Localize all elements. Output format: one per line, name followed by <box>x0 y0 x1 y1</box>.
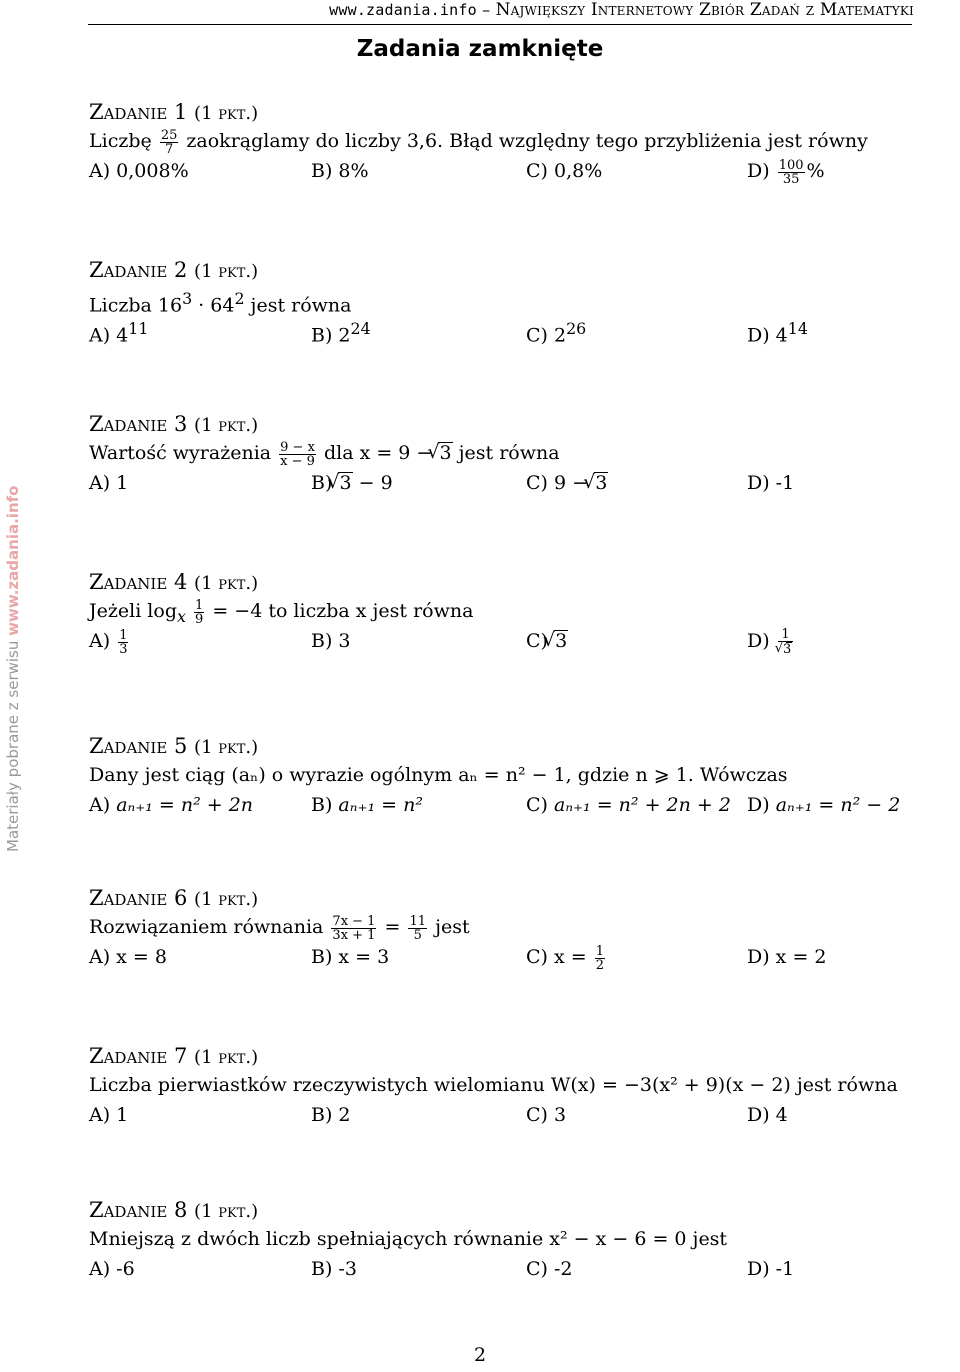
option-d: D) -1 <box>747 1258 795 1280</box>
option-a: A) 1 <box>89 1104 129 1126</box>
option-a: A) 0,008% <box>89 160 189 182</box>
task-question: Rozwiązaniem równania $\frac{7x - 1}{3x + 1}$ = $\frac{11}{5}$ jest <box>89 913 470 943</box>
option-d: D) 4 <box>747 1104 788 1126</box>
task-title: Zadanie 7 (1 pkt.) <box>89 1044 259 1068</box>
task-question: Wartość wyrażenia $\frac{9 - x}{x - 9}$ dla x = 9 − √ 3 jest równa <box>89 438 929 468</box>
fraction: $\frac{9 - x}{x - 9}$ <box>280 439 315 469</box>
fraction: $\frac{7x - 1}{3x + 1}$ <box>332 913 376 943</box>
option-b: B) 3 <box>311 630 351 652</box>
option-b: B) √ 3 − 9 <box>311 468 393 498</box>
option-b: B) -3 <box>311 1258 357 1280</box>
option-c: C) √ 3 <box>526 626 568 656</box>
option-c: C) $2^{26}$ <box>526 319 587 347</box>
task-options <box>89 626 929 656</box>
option-b: B) 2 <box>311 1104 351 1126</box>
task-options <box>89 314 929 347</box>
header-title: Największy Internetowy Zbiór Zadań z Matematyki <box>495 0 914 20</box>
task-options <box>89 942 929 972</box>
option-a: A) aₙ₊₁ = n² + 2n <box>89 794 254 816</box>
page-header <box>329 0 914 22</box>
option-c: C) x = $\frac{1}{2}$ <box>526 943 604 973</box>
task-3 <box>89 412 929 498</box>
fraction: $\frac{1}{9}$ <box>194 597 204 627</box>
task-options <box>89 468 929 498</box>
task-title: Zadanie 8 (1 pkt.) <box>89 1198 259 1222</box>
option-b: B) aₙ₊₁ = n² <box>311 794 423 816</box>
task-2 <box>89 258 929 347</box>
option-a: A) -6 <box>89 1258 135 1280</box>
side-prefix: Materiały pobrane z serwisu <box>4 635 22 852</box>
option-a: A) 1 <box>89 472 129 494</box>
task-title: Zadanie 3 (1 pkt.) <box>89 412 259 436</box>
side-watermark <box>4 485 28 852</box>
task-options <box>89 156 929 186</box>
task-options <box>89 790 929 820</box>
task-7 <box>89 1044 929 1130</box>
task-title: Zadanie 1 (1 pkt.) <box>89 100 259 124</box>
task-title: Zadanie 6 (1 pkt.) <box>89 886 259 910</box>
option-b: B) 8% <box>311 160 369 182</box>
option-d: D) x = 2 <box>747 946 827 968</box>
option-d: D) 1 √ 3 <box>747 626 795 656</box>
task-8 <box>89 1198 929 1284</box>
task-question: Liczba pierwiastków rzeczywistych wielomianu W(x) = −3(x² + 9)(x − 2) jest równa <box>89 1074 898 1096</box>
task-question: Dany jest ciąg (aₙ) o wyrazie ogólnym aₙ = n² − 1, gdzie n ⩾ 1. Wówczas <box>89 764 788 786</box>
task-6 <box>89 886 929 972</box>
task-options <box>89 1100 929 1130</box>
task-question: Liczbę $\frac{25}{7}$ zaokrąglamy do liczby 3,6. Błąd względny tego przybliżenia jest równy <box>89 127 868 157</box>
task-title: Zadanie 4 (1 pkt.) <box>89 570 259 594</box>
task-question: Liczba $16^3 \cdot 64^2$ jest równa <box>89 289 352 317</box>
option-c: C) 9 − √ 3 <box>526 468 608 498</box>
fraction: $\frac{25}{7}$ <box>160 127 178 157</box>
option-c: C) aₙ₊₁ = n² + 2n + 2 <box>526 794 731 816</box>
option-d: D) $4^{14}$ <box>747 319 808 347</box>
option-d: D) $\frac{100}{35}$ % <box>747 157 825 187</box>
task-title: Zadanie 5 (1 pkt.) <box>89 734 259 758</box>
header-site[interactable]: www.zadania.info <box>329 1 477 19</box>
page-number: 2 <box>473 1344 487 1366</box>
option-a: A) x = 8 <box>89 946 167 968</box>
fraction: $\frac{11}{5}$ <box>409 913 427 943</box>
header-dash: – <box>476 0 496 19</box>
header-rule <box>88 24 912 25</box>
option-d: D) -1 <box>747 472 795 494</box>
option-c: C) -2 <box>526 1258 573 1280</box>
task-5 <box>89 734 929 820</box>
option-a: A) $\frac{1}{3}$ <box>89 627 128 657</box>
section-title: Zadania zamknięte <box>356 36 604 62</box>
task-question: Jeżeli $\log_x$ $\frac{1}{9}$ = −4 to liczba x jest równa <box>89 597 474 627</box>
option-b: B) $2^{24}$ <box>311 319 371 347</box>
option-a: A) $4^{11}$ <box>89 319 149 347</box>
task-options <box>89 1254 929 1284</box>
option-c: C) 3 <box>526 1104 567 1126</box>
side-site-link[interactable]: www.zadania.info <box>4 485 22 636</box>
square-root: √ 3 <box>438 442 452 463</box>
option-d: D) aₙ₊₁ = n² − 2 <box>747 794 901 816</box>
task-title: Zadanie 2 (1 pkt.) <box>89 258 259 282</box>
option-c: C) 0,8% <box>526 160 603 182</box>
task-1 <box>89 100 929 186</box>
task-4 <box>89 570 929 656</box>
task-question: Mniejszą z dwóch liczb spełniających równanie x² − x − 6 = 0 jest <box>89 1228 728 1250</box>
option-b: B) x = 3 <box>311 946 390 968</box>
